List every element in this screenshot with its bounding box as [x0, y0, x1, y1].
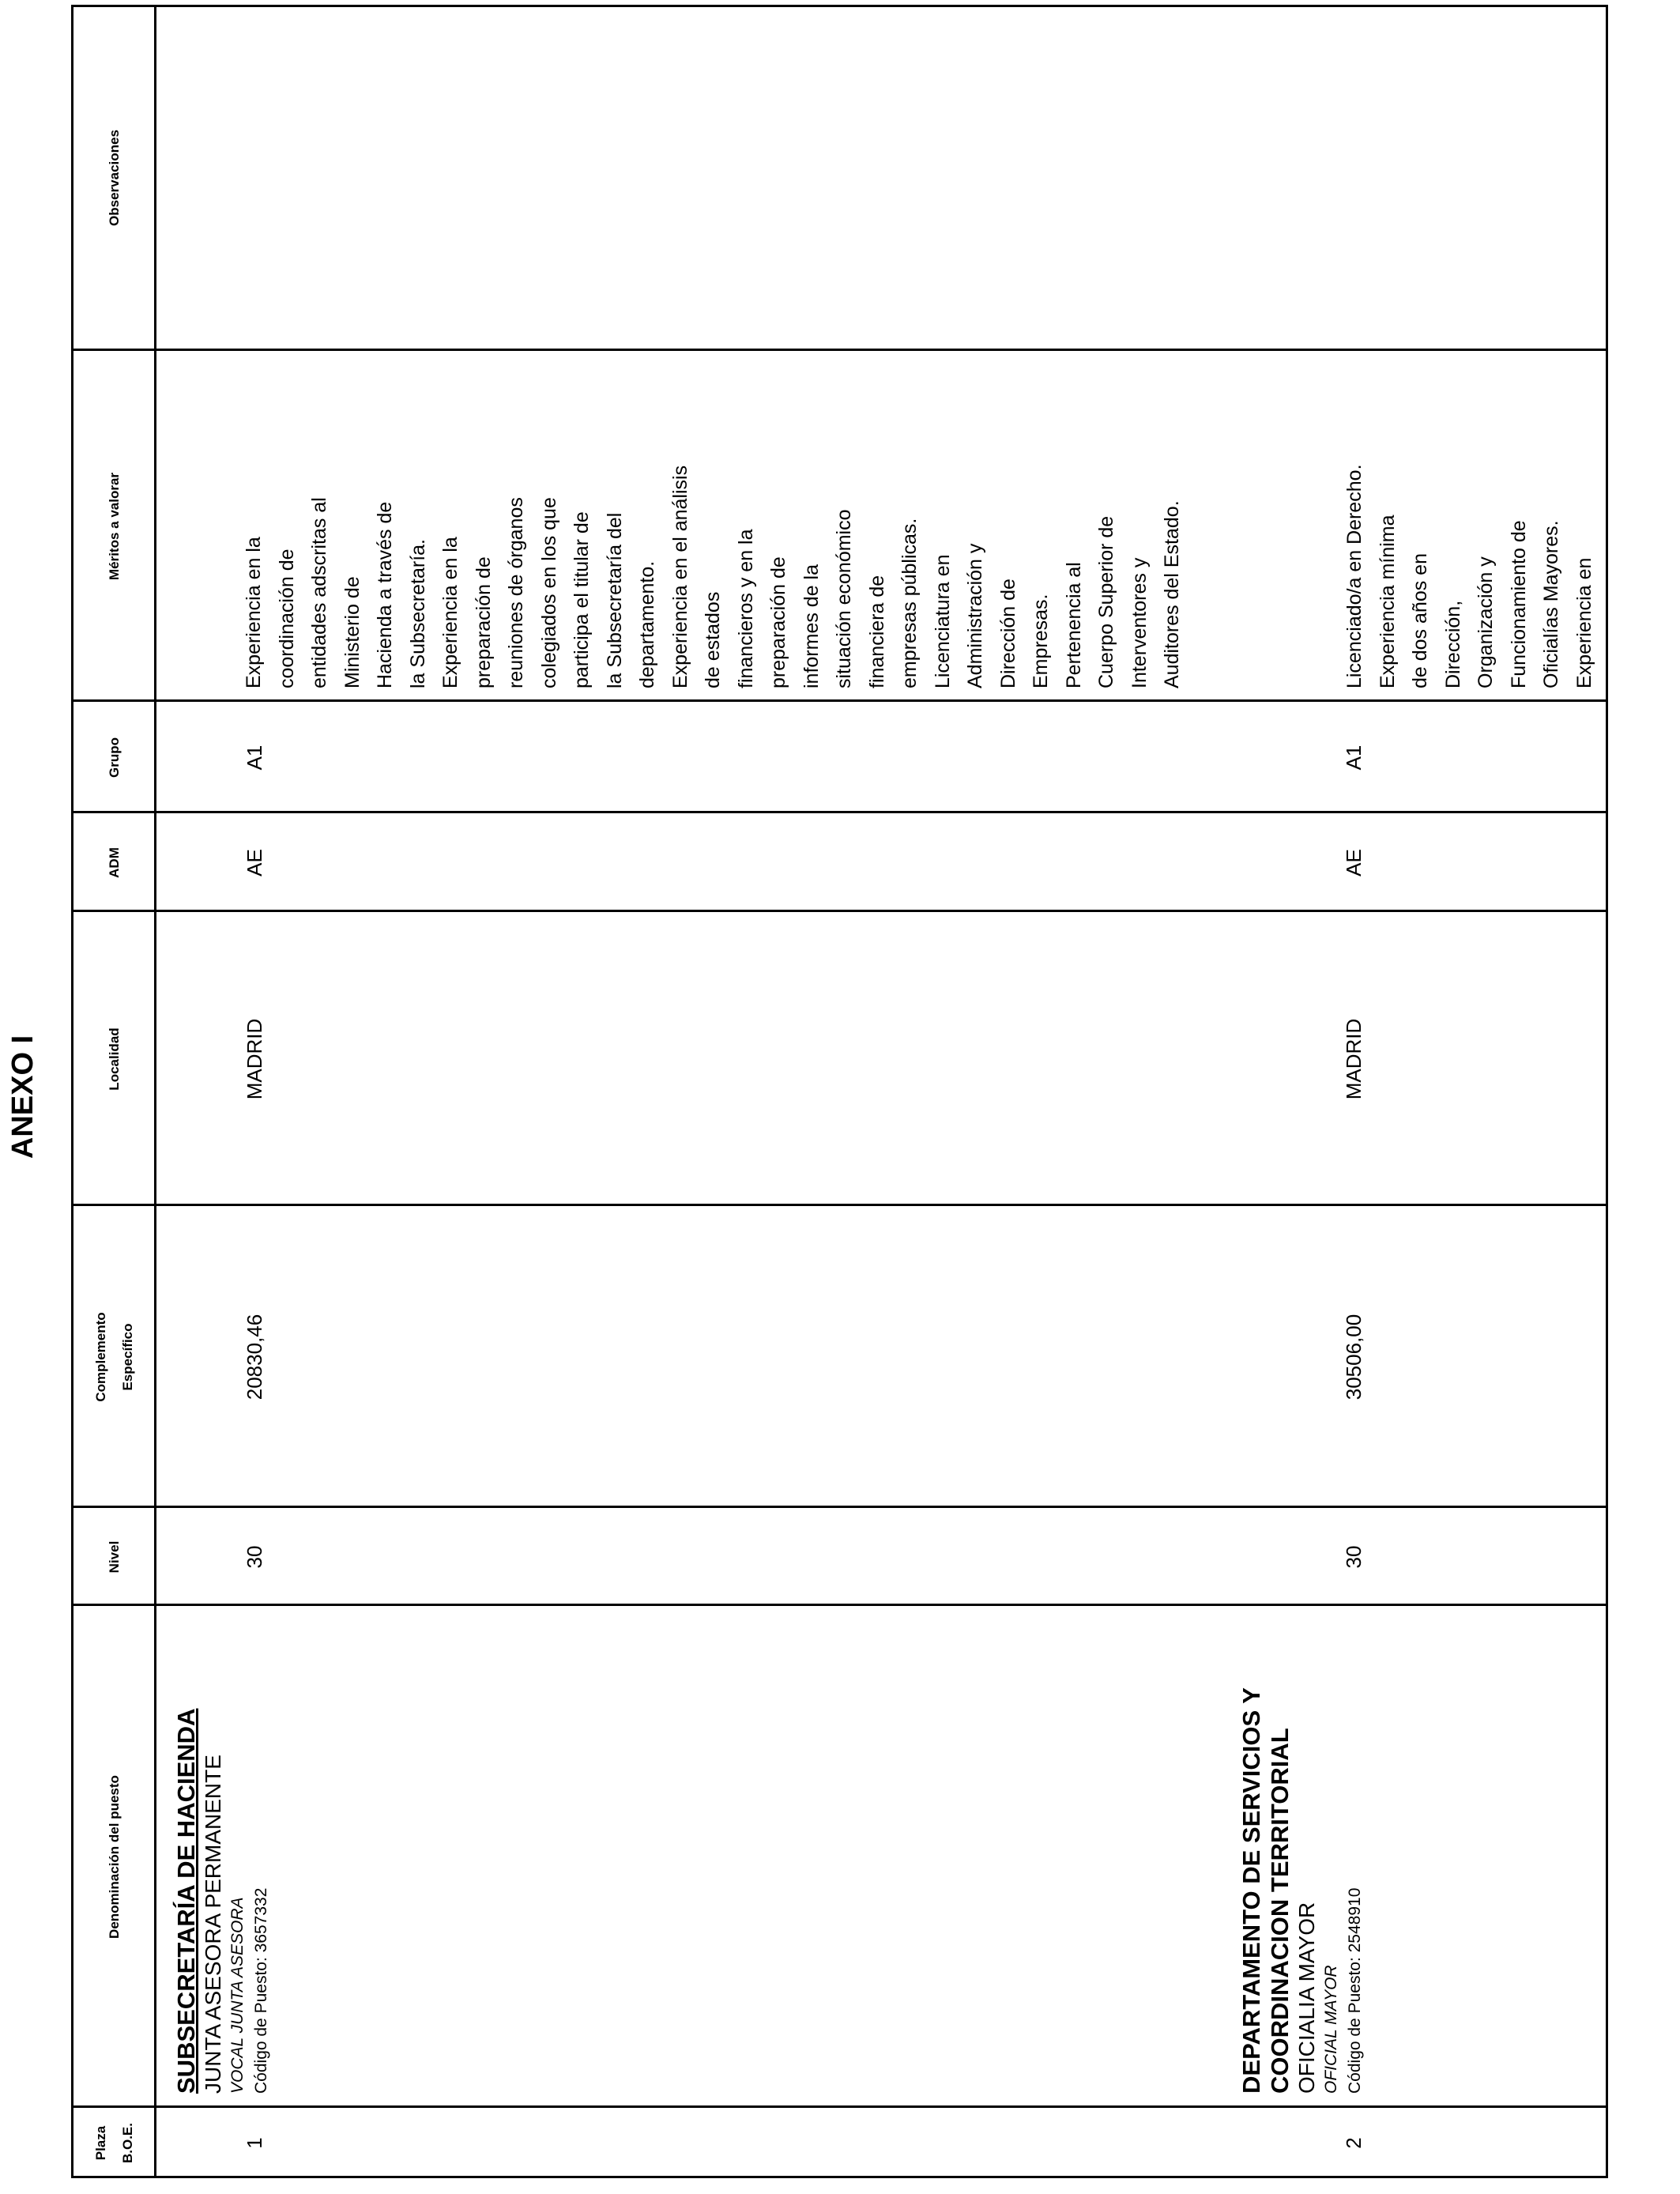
merito-line: participa el titular de — [571, 511, 593, 688]
col-divider-localidad — [71, 910, 1608, 912]
merito-line: Experiencia en la — [243, 537, 265, 688]
row2-grupo: A1 — [1342, 745, 1365, 771]
row2-subposition: OFICIAL MAYOR — [1322, 1965, 1340, 2094]
header-complemento — [75, 1206, 154, 1508]
row1-unit: SUBSECRETARÍA DE HACIENDA — [172, 1708, 200, 2094]
col-divider-adm — [71, 811, 1608, 813]
merito-line: financieros y en la — [734, 529, 757, 688]
row2-localidad: MADRID — [1342, 1018, 1365, 1100]
row2-adm: AE — [1342, 849, 1365, 876]
merito-line: empresas públicas. — [898, 518, 921, 688]
merito-line: de estados — [702, 591, 724, 688]
merito-line: reuniones de órganos — [505, 497, 527, 688]
row2-code: Código de Puesto: 2548910 — [1346, 1887, 1364, 2094]
header-divider — [154, 5, 156, 2178]
merito-line: la Subsecretaría del — [603, 512, 626, 688]
row2-unit-line1: DEPARTAMENTO DE SERVICIOS Y — [1237, 1687, 1265, 2094]
col-divider-denominacion — [71, 1604, 1608, 1606]
merito-line: situación económico — [833, 509, 855, 688]
row1-plaza: 1 — [243, 2137, 266, 2149]
col-divider-meritos — [71, 349, 1608, 351]
row1-position: JUNTA ASESORA PERMANENTE — [201, 1755, 225, 2094]
row1-subposition: VOCAL JUNTA ASESORA — [228, 1897, 247, 2094]
merito-line: Licenciado/a en Derecho. — [1343, 464, 1365, 688]
merito-line: Pertenencia al — [1062, 562, 1085, 688]
merito-line: Administración y — [964, 543, 986, 688]
merito-line: Funcionamiento de — [1507, 520, 1530, 688]
header-complemento-line1: Complemento — [93, 1312, 108, 1402]
row1-code: Código de Puesto: 3657332 — [252, 1887, 270, 2094]
merito-line: coordinación de — [275, 548, 298, 688]
row2-position: OFICIALIA MAYOR — [1294, 1902, 1319, 2094]
table-bottom-border — [1606, 5, 1608, 2178]
merito-line: colegiados en los que — [537, 497, 560, 688]
row2-plaza: 2 — [1342, 2137, 1365, 2149]
merito-line: Dirección de — [996, 579, 1019, 688]
merito-line: Cuerpo Superior de — [1095, 515, 1117, 688]
col-divider-nivel — [71, 1506, 1608, 1508]
row1-localidad: MADRID — [243, 1018, 266, 1100]
header-plaza-line1: Plaza — [93, 2125, 108, 2161]
table-frame — [71, 5, 1608, 2178]
header-observaciones: Observaciones — [107, 130, 122, 226]
row2-nivel: 30 — [1342, 1545, 1365, 1569]
merito-line: Organización y — [1475, 556, 1497, 688]
row1-grupo: A1 — [243, 745, 266, 771]
merito-line: la Subsecretaría. — [406, 539, 429, 688]
merito-line: informes de la — [800, 564, 823, 688]
merito-line: Hacienda a través de — [374, 501, 396, 688]
row2-meritos — [1339, 352, 1601, 688]
page-title: ANEXO I — [6, 1035, 40, 1159]
merito-line: Experiencia en el análisis — [669, 465, 691, 688]
merito-line: departamento. — [636, 560, 658, 688]
merito-line: Dirección, — [1441, 600, 1464, 688]
row1-complemento: 20830,46 — [243, 1314, 266, 1400]
merito-line: Licenciatura en — [931, 554, 954, 688]
header-nivel: Nivel — [107, 1540, 122, 1574]
row1-nivel: 30 — [243, 1545, 266, 1569]
header-grupo: Grupo — [107, 737, 122, 778]
row1-denominacion — [172, 1612, 273, 2094]
col-divider-plaza — [71, 2105, 1608, 2108]
col-divider-complemento — [71, 1204, 1608, 1206]
col-divider-grupo — [71, 699, 1608, 702]
header-meritos: Méritos a valorar — [107, 472, 122, 581]
header-complemento-line2: Específico — [120, 1323, 135, 1391]
header-plaza — [75, 2108, 154, 2178]
row1-meritos — [238, 352, 1189, 688]
merito-line: Experiencia en — [1573, 557, 1595, 688]
header-adm: ADM — [107, 847, 122, 878]
header-localidad: Localidad — [107, 1027, 122, 1091]
row2-denominacion — [1237, 1612, 1367, 2094]
merito-line: Experiencia en la — [439, 537, 461, 688]
merito-line: Interventores y — [1128, 557, 1151, 688]
merito-line: Oficialías Mayores. — [1540, 520, 1562, 688]
merito-line: de dos años en — [1409, 553, 1431, 688]
merito-line: preparación de — [767, 556, 789, 688]
row2-complemento: 30506,00 — [1342, 1314, 1365, 1400]
merito-line: preparación de — [472, 556, 495, 688]
merito-line: Empresas. — [1030, 594, 1052, 688]
merito-line: Auditores del Estado. — [1161, 500, 1183, 688]
row1-adm: AE — [243, 849, 266, 876]
merito-line: financiera de — [865, 575, 888, 688]
merito-line: entidades adscritas al — [308, 497, 330, 688]
merito-line: Ministerio de — [341, 576, 363, 688]
row2-unit-line2: COORDINACION TERRITORIAL — [1266, 1728, 1294, 2094]
header-denominacion: Denominación del puesto — [107, 1775, 122, 1939]
merito-line: Experiencia mínima — [1376, 515, 1399, 688]
header-plaza-line2: B.O.E. — [120, 2123, 135, 2164]
